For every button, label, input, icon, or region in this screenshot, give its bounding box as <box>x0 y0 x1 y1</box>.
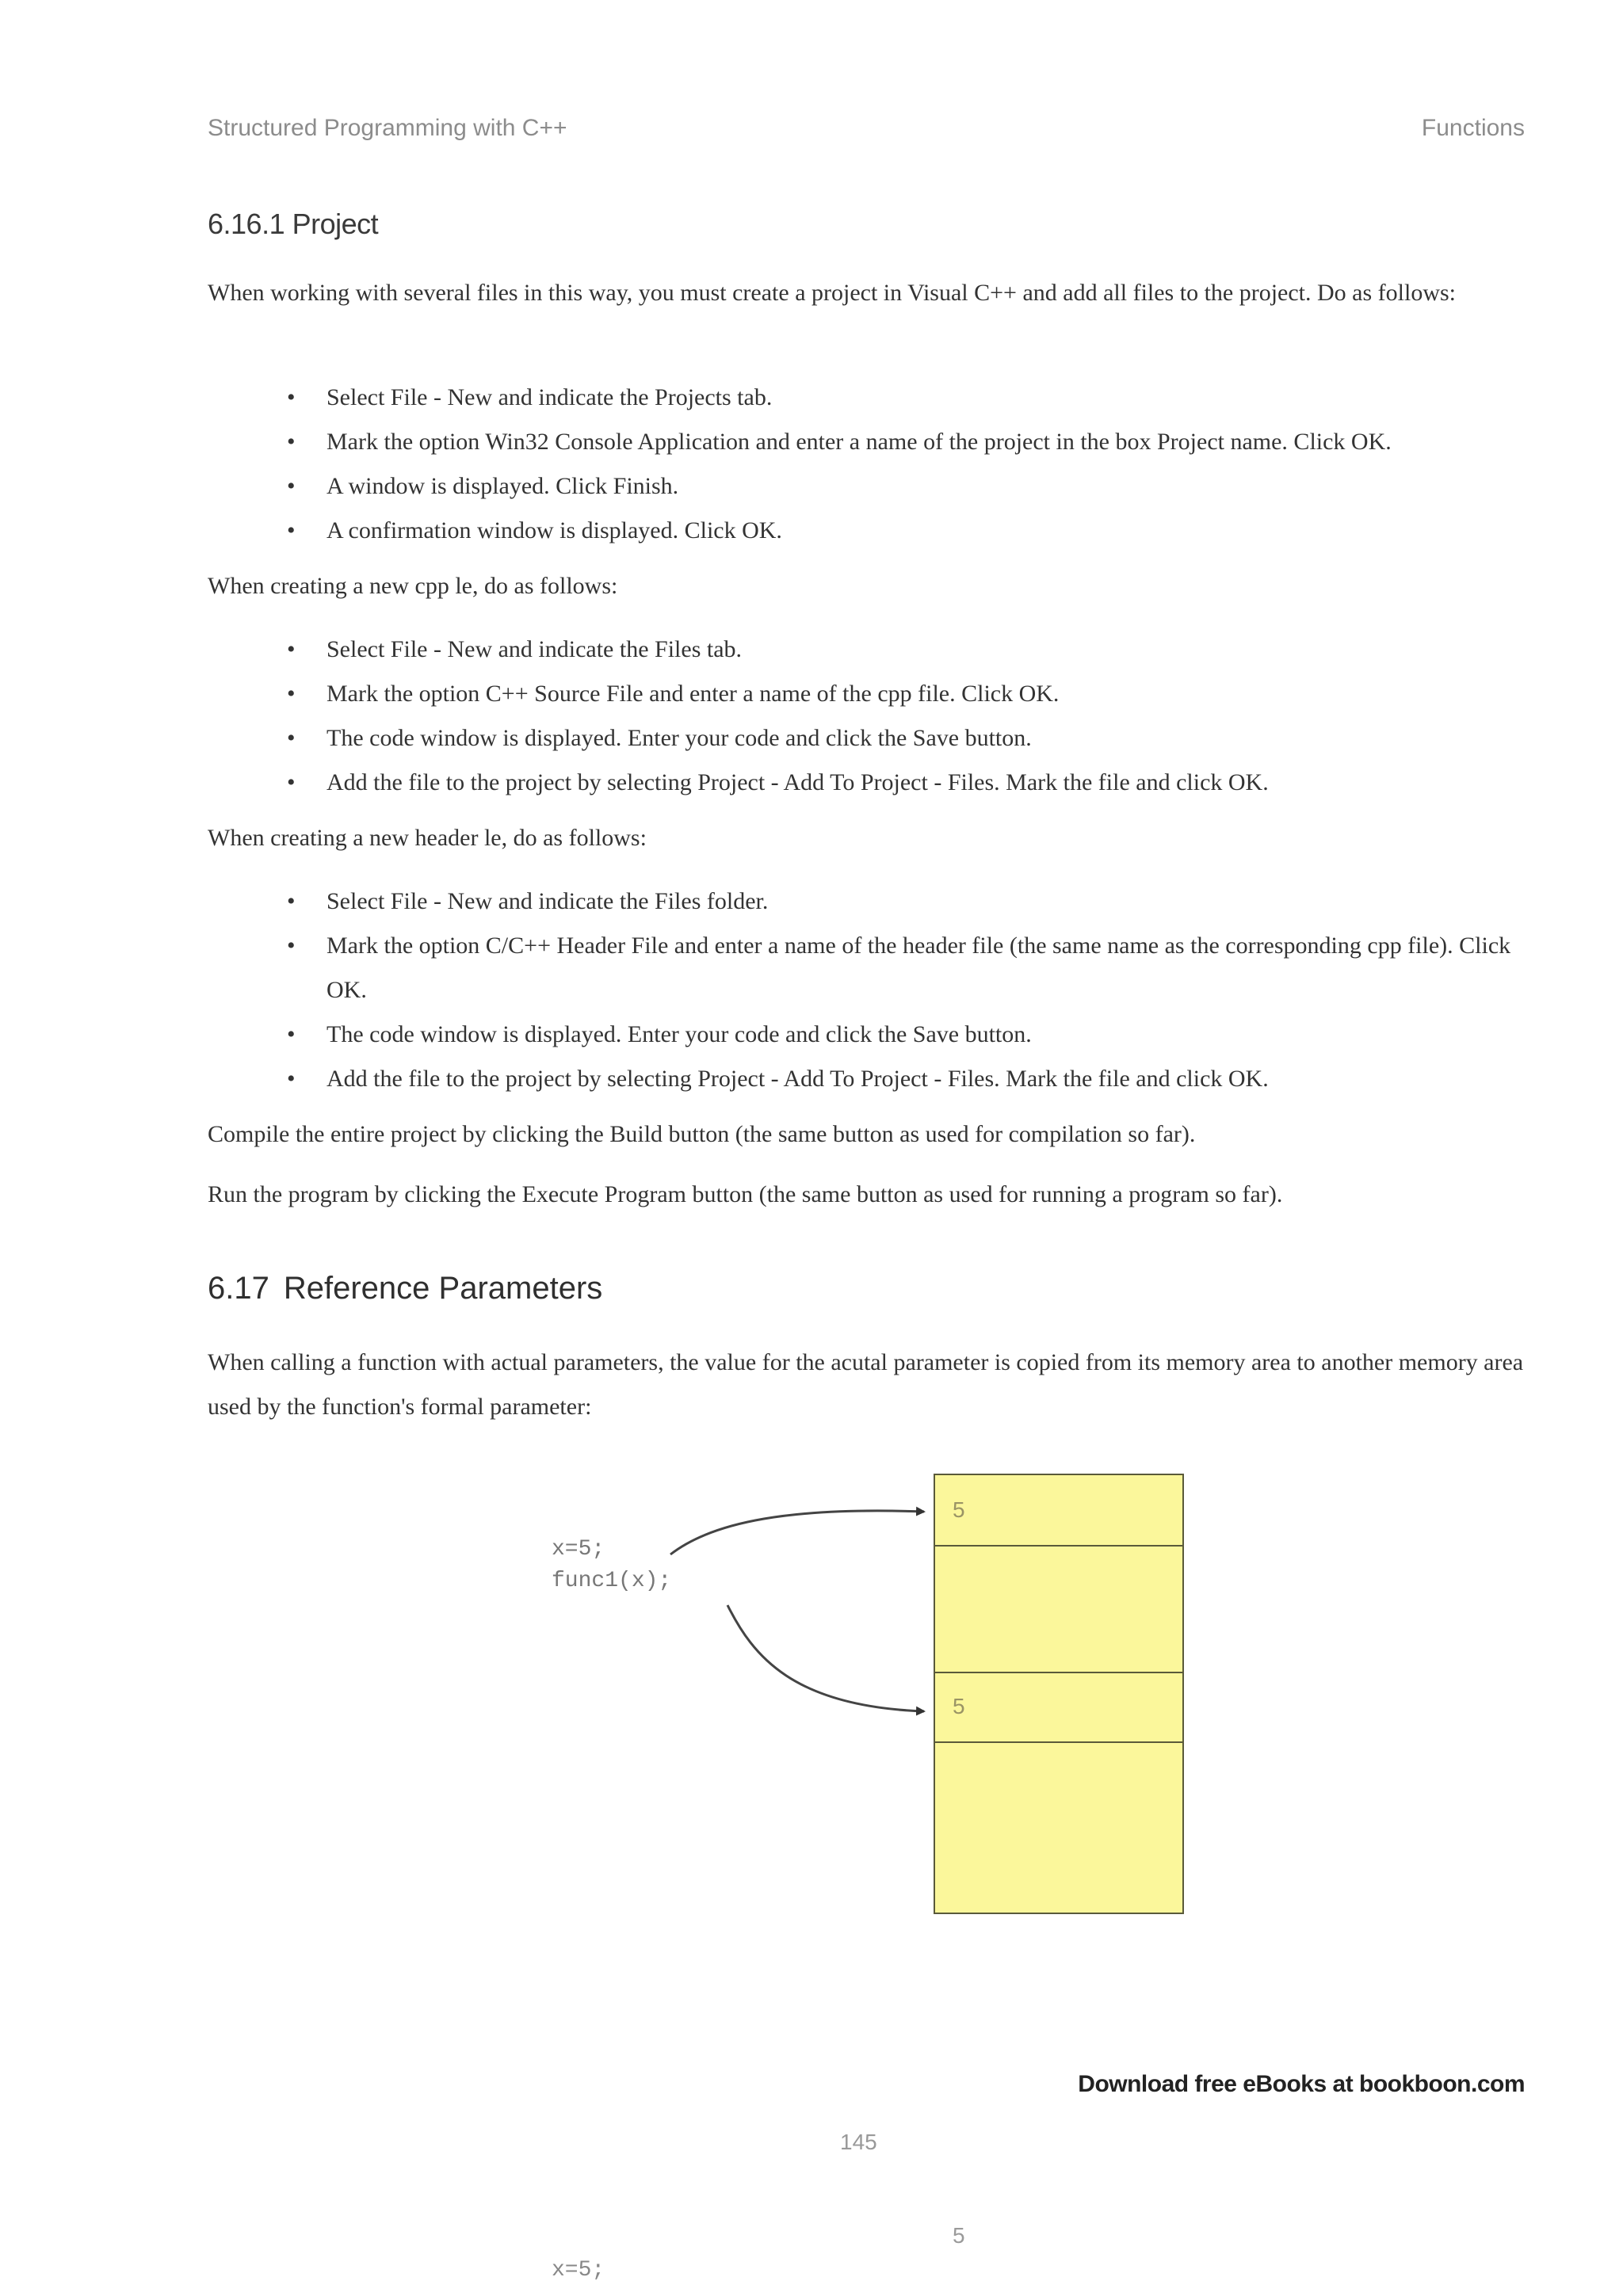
header-file-intro: When creating a new header le, do as follows: <box>208 825 647 851</box>
code-assign-line: x=5; <box>552 1537 605 1562</box>
list-item: • Select File - New and indicate the Projects tab. <box>287 376 1525 420</box>
overflow-code-line: x=5; <box>552 2258 605 2283</box>
list-item: • Add the file to the project by selecting Project - Add To Project - Files. Mark the file and click OK. <box>287 761 1525 805</box>
book-title: Structured Programming with C++ <box>208 115 567 141</box>
list-item: • The code window is displayed. Enter your code and click the Save button. <box>287 716 1525 761</box>
list-item: • Mark the option C/C++ Header File and enter a name of the header file (the same name as the corresponding cpp file). Click OK. <box>287 924 1525 1013</box>
section-title: Reference Parameters <box>283 1271 603 1306</box>
project-intro: When working with several files in this way, you must create a project in Visual C++ and add all files to the project. Do as follows: <box>208 280 1456 306</box>
overflow-cell-value: 5 <box>953 2223 965 2248</box>
chapter-title: Functions <box>1421 115 1525 141</box>
list-item: • Select File - New and indicate the Files tab. <box>287 627 1525 672</box>
cpp-intro: When creating a new cpp le, do as follows: <box>208 573 618 599</box>
list-item: • Select File - New and indicate the Files folder. <box>287 879 1525 924</box>
section-paragraph: When calling a function with actual parameters, the value for the acutal parameter is copied from its memory area to another memory area used by the function's formal parameter: <box>208 1349 1524 1420</box>
page-number: 145 <box>840 2130 877 2154</box>
compile-instruction: Compile the entire project by clicking the Build button (the same button as used for compilation so far). <box>208 1121 1196 1147</box>
list-item: • The code window is displayed. Enter your code and click the Save button. <box>287 1013 1525 1057</box>
list-item: • Add the file to the project by selecting Project - Add To Project - Files. Mark the file and click OK. <box>287 1057 1525 1101</box>
cell-value: 5 <box>953 1497 965 1522</box>
code-call-line: func1(x); <box>552 1569 672 1593</box>
section-number: 6.17 <box>208 1271 269 1306</box>
footer-advert: Download free eBooks at bookboon.com <box>1078 2071 1525 2097</box>
list-item: • A confirmation window is displayed. Click OK. <box>287 509 1525 553</box>
arrow-to-variable-cell <box>670 1511 924 1554</box>
run-instruction: Run the program by clicking the Execute Program button (the same button as used for running a program so far). <box>208 1181 1283 1207</box>
cell-value: 5 <box>953 1694 965 1718</box>
list-item: • Mark the option Win32 Console Application and enter a name of the project in the box Project name. Click OK. <box>287 420 1525 464</box>
arrow-to-parameter-cell <box>727 1605 924 1711</box>
subsection-heading: 6.16.1 Project <box>208 208 379 240</box>
list-item: • Mark the option C++ Source File and enter a name of the cpp file. Click OK. <box>287 672 1525 716</box>
list-item: • A window is displayed. Click Finish. <box>287 464 1525 509</box>
